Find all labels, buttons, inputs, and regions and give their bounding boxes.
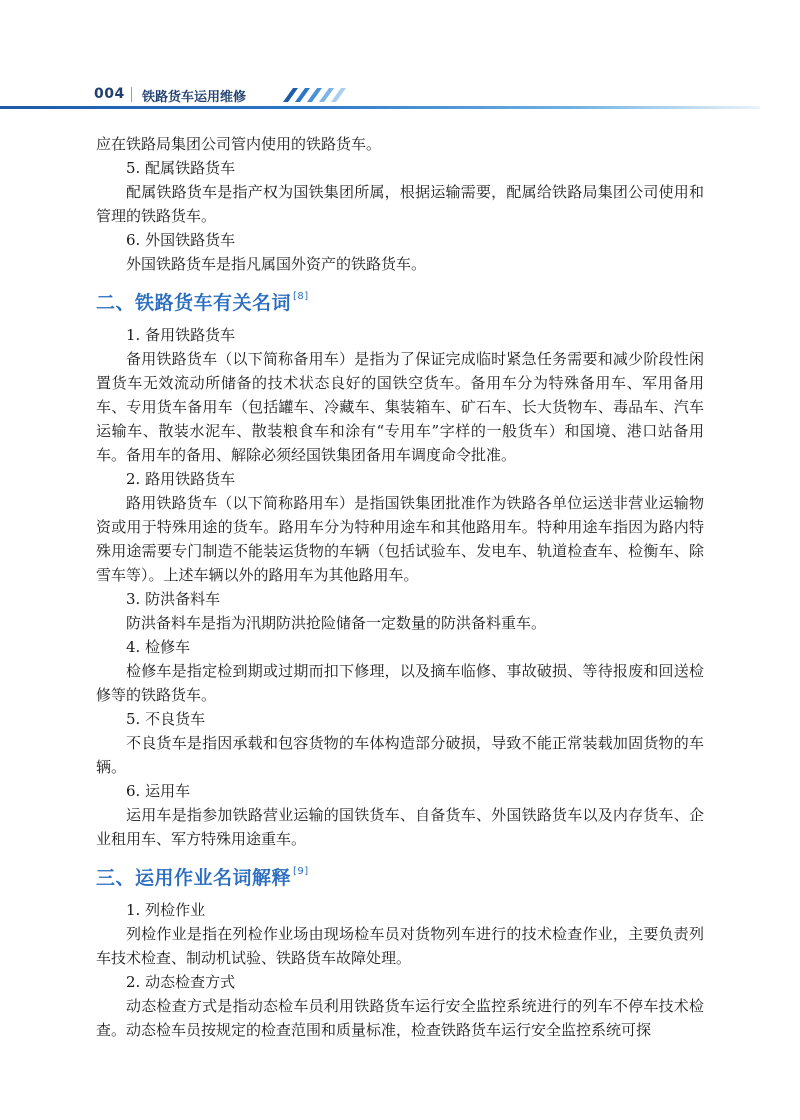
paragraph: 应在铁路局集团公司管内使用的铁路货车。 <box>96 135 382 153</box>
subheading: 5. 配属铁路货车 <box>126 159 236 177</box>
paragraph: 防洪备料车是指为汛期防洪抢险储备一定数量的防洪备料重车。 <box>126 614 547 632</box>
section-heading <box>96 855 704 895</box>
section-title: 三、运用作业名词解释 <box>96 867 292 889</box>
paragraph: 路用铁路货车（以下简称路用车）是指国铁集团批准作为铁路各单位运送非营业运输物资或用于特殊用途的货车。路用车分为特种用途车和其他路用车。特种用途车指因为路内特殊用途需要专门制造不能装运货物的车辆（包括试验车、发电车、轨道检查车、检衡车、除雪车等）。上述车辆以外的路用车为其他路用车。 <box>96 494 704 584</box>
paragraph: 外国铁路货车是指凡属国外资产的铁路货车。 <box>126 255 427 273</box>
subheading: 6. 运用车 <box>126 782 191 800</box>
subheading: 6. 外国铁路货车 <box>126 231 236 249</box>
paragraph: 动态检查方式是指动态检车员利用铁路货车运行安全监控系统进行的列车不停车技术检查。动态检车员按规定的检查范围和质量标准，检查铁路货车运行安全监控系统可探 <box>96 997 704 1039</box>
citation-ref: [8] <box>293 291 309 302</box>
paragraph: 运用车是指参加铁路营业运输的国铁货车、自备货车、外国铁路货车以及内存货车、企业租用车、军方特殊用途重车。 <box>96 806 704 848</box>
citation-ref: [9] <box>293 866 309 877</box>
paragraph: 备用铁路货车（以下简称备用车）是指为了保证完成临时紧急任务需要和减少阶段性闲置货车无效流动所储备的技术状态良好的国铁空货车。备用车分为特殊备用车、军用备用车、专用货车备用车（包括罐车、冷藏车、集装箱车、矿石车、长大货物车、毒品车、汽车运输车、散装水泥车、散装粮食车和涂有“专用车”字样的一般货车）和国境、港口站备用车。备用车的备用、解除必须经国铁集团备用车调度命令批准。 <box>96 350 704 464</box>
section-title: 二、铁路货车有关名词 <box>96 292 292 314</box>
paragraph: 检修车是指定检到期或过期而扣下修理，以及摘车临修、事故破损、等待报废和回送检修等的铁路货车。 <box>96 662 704 704</box>
paragraph: 列检作业是指在列检作业场由现场检车员对货物列车进行的技术检查作业，主要负责列车技术检查、制动机试验、铁路货车故障处理。 <box>96 925 704 967</box>
paragraph: 不良货车是指因承载和包容货物的车体构造部分破损，导致不能正常装载加固货物的车辆。 <box>96 734 704 776</box>
subheading: 3. 防洪备料车 <box>126 590 221 608</box>
section-heading <box>96 280 704 320</box>
subheading: 4. 检修车 <box>126 638 191 656</box>
header-separator <box>131 87 132 102</box>
header-rule <box>0 106 760 109</box>
page-body <box>96 132 704 1042</box>
subheading: 2. 动态检查方式 <box>126 973 236 991</box>
paragraph: 配属铁路货车是指产权为国铁集团所属，根据运输需要，配属给铁路局集团公司使用和管理的铁路货车。 <box>96 183 704 225</box>
page-number: 004 <box>94 86 125 102</box>
subheading: 5. 不良货车 <box>126 710 206 728</box>
subheading: 2. 路用铁路货车 <box>126 470 236 488</box>
subheading: 1. 备用铁路货车 <box>126 326 236 344</box>
header-stripes-icon <box>269 86 389 104</box>
book-title: 铁路货车运用维修 <box>142 90 247 105</box>
subheading: 1. 列检作业 <box>126 901 206 919</box>
